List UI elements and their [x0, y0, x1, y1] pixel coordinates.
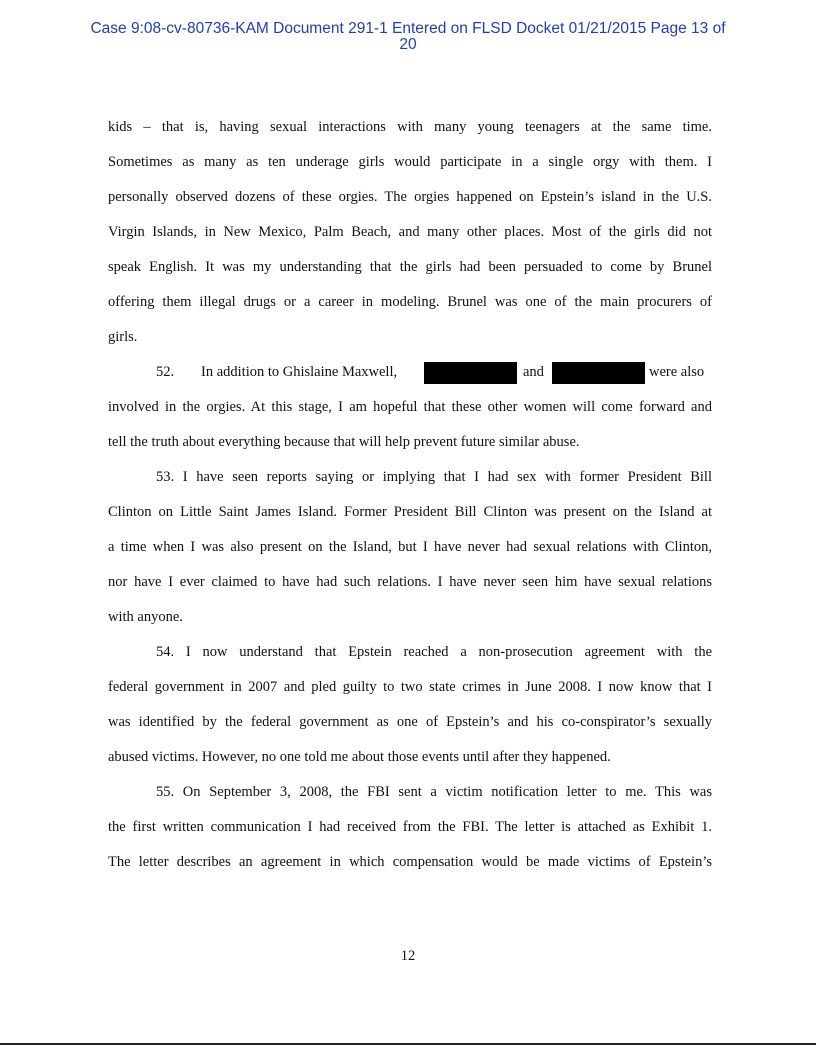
text-line: personally observed dozens of these orgies. The orgies happened on Epstein’s island in the U.S. — [108, 189, 712, 205]
text-line: a time when I was also present on the Island, but I have never had sexual relations with Clinton, — [108, 539, 712, 555]
text-line: involved in the orgies. At this stage, I am hopeful that these other women will come forward and — [108, 399, 712, 415]
text-line: girls. — [108, 329, 138, 345]
text-line: with anyone. — [108, 609, 183, 625]
text-line: was identified by the federal government as one of Epstein’s and his co-conspirator’s sexually — [108, 714, 712, 730]
paragraph-number: 52. — [156, 364, 175, 380]
text-line: 53. I have seen reports saying or implying that I had sex with former President Bill — [156, 469, 712, 485]
text-line: 55. On September 3, 2008, the FBI sent a victim notification letter to me. This was — [156, 784, 712, 800]
text-segment: were also — [649, 364, 705, 380]
text-segment: In addition to Ghislaine Maxwell, — [201, 364, 398, 380]
docket-header-line-2: 20 — [399, 36, 417, 53]
redaction-box — [424, 362, 517, 384]
paragraph-52-first-line — [108, 362, 712, 382]
text-line: Sometimes as many as ten underage girls would participate in a single orgy with them. I — [108, 154, 712, 170]
text-line: The letter describes an agreement in which compensation would be made victims of Epstein’s — [108, 854, 712, 870]
text-segment: and — [523, 364, 544, 380]
text-line: 54. I now understand that Epstein reached a non-prosecution agreement with the — [156, 644, 712, 660]
text-line: offering them illegal drugs or a career in modeling. Brunel was one of the main procurers of — [108, 294, 712, 310]
text-line: abused victims. However, no one told me about those events until after they happened. — [108, 749, 611, 765]
text-line: federal government in 2007 and pled guilty to two state crimes in June 2008. I now know that I — [108, 679, 712, 695]
text-line: speak English. It was my understanding that the girls had been persuaded to come by Brunel — [108, 259, 712, 275]
text-line: tell the truth about everything because that will help prevent future similar abuse. — [108, 434, 580, 450]
text-line: the first written communication I had received from the FBI. The letter is attached as Exhibit 1. — [108, 819, 712, 835]
bottom-rule — [0, 1043, 816, 1045]
docket-header-line-1: Case 9:08-cv-80736-KAM Document 291-1 Entered on FLSD Docket 01/21/2015 Page 13 of — [90, 20, 726, 37]
text-line: kids – that is, having sexual interactions with many young teenagers at the same time. — [108, 119, 712, 135]
text-line: Virgin Islands, in New Mexico, Palm Beach, and many other places. Most of the girls did not — [108, 224, 712, 240]
text-line: Clinton on Little Saint James Island. Former President Bill Clinton was present on the Island at — [108, 504, 712, 520]
docket-header — [0, 21, 816, 53]
text-line: nor have I ever claimed to have had such relations. I have never seen him have sexual relations — [108, 574, 712, 590]
redaction-box — [552, 362, 645, 384]
page-number: 12 — [400, 948, 416, 964]
